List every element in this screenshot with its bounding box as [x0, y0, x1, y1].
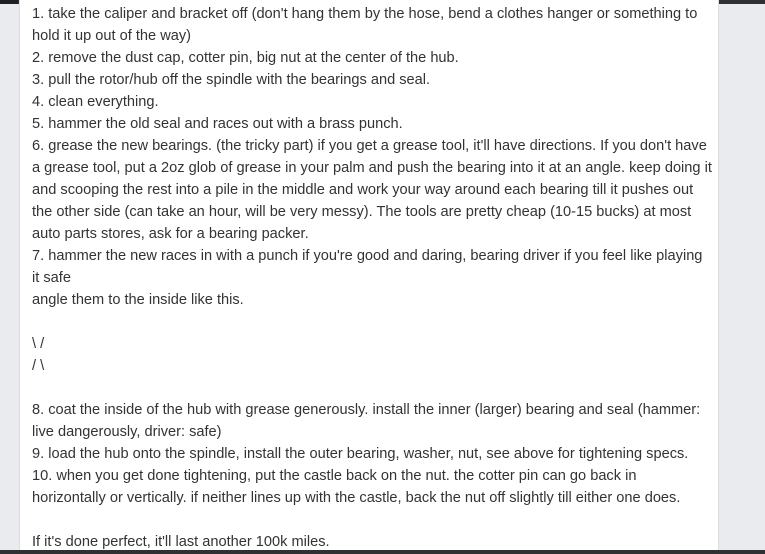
- top-bar-left-edge: [0, 0, 18, 4]
- post-line: 5. hammer the old seal and races out with a brass punch.: [32, 116, 403, 132]
- post-line: 6. grease the new bearings. (the tricky part) if you get a grease tool, it'll have directions. If you don't have: [32, 138, 707, 154]
- post-line: 2. remove the dust cap, cotter pin, big nut at the center of the hub.: [32, 50, 459, 66]
- post-line: 3. pull the rotor/hub off the spindle with the bearings and seal.: [32, 72, 431, 88]
- post-line: \ /: [32, 336, 45, 352]
- post-line: and scooping the rest into a pile in the middle and work your way around each bearing till it pushes out: [32, 182, 694, 198]
- post-line: it safe: [32, 270, 71, 286]
- bottom-window-bar: [0, 550, 765, 554]
- post-line: 9. load the hub onto the spindle, install the outer bearing, washer, nut, see above for tightening specs.: [32, 446, 689, 462]
- post-line: 1. take the caliper and bracket off (don't hang them by the hose, bend a clothes hanger or something to: [32, 6, 698, 22]
- post-line: live dangerously, driver: safe): [32, 424, 222, 440]
- post-line: 10. when you get done tightening, put the castle back on the nut. the cotter pin can go back in: [32, 468, 637, 484]
- blank-line: [32, 509, 712, 531]
- post-body: [32, 3, 712, 553]
- post-line: horizontally or vertically. if neither lines up with the castle, back the nut off slightly till either one does.: [32, 490, 681, 506]
- blank-line: [32, 377, 712, 399]
- post-line: angle them to the inside like this.: [32, 292, 244, 308]
- post-line: hold it up out of the way): [32, 28, 192, 44]
- post-line: 8. coat the inside of the hub with grease generously. install the inner (larger) bearing and seal (hammer:: [32, 402, 701, 418]
- post-line: / \: [32, 358, 45, 374]
- post-line: 7. hammer the new races in with a punch if you're good and daring, bearing driver if you feel like playing: [32, 248, 703, 264]
- post-line: 4. clean everything.: [32, 94, 159, 110]
- post-card: [19, 0, 719, 554]
- post-line: the other side (can take an hour, will be very messy). The tools are pretty cheap (10-15 bucks) at most: [32, 204, 692, 220]
- post-line: auto parts stores, ask for a bearing packer.: [32, 226, 309, 242]
- blank-line: [32, 311, 712, 333]
- post-line: a grease tool, put a 2oz glob of grease in your palm and push the bearing into it at an angle. keep doing it: [32, 160, 712, 176]
- post-line: If it's done perfect, it'll last another 100k miles.: [32, 534, 330, 550]
